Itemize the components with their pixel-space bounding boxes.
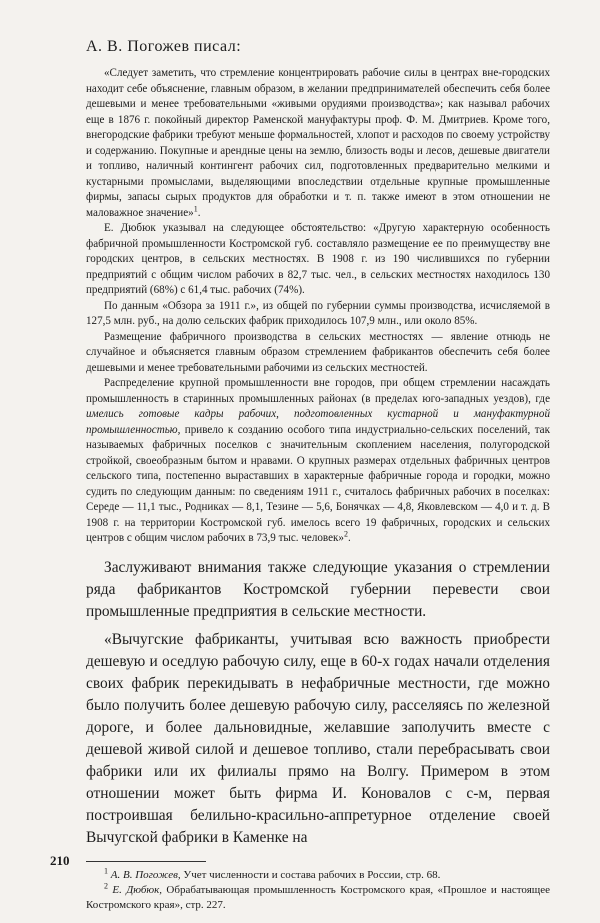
- para-raspredelenie-emphasis: имелись готовые кадры рабочих, подготовленных кустарной и мануфактурной промышленностью,: [86, 408, 550, 436]
- footnote-2-text: Обрабатывающая промышленность Костромского края, «Прошлое и настоящее Костромского края», стр. 227.: [86, 883, 551, 911]
- section-heading: А. В. Погожев писал:: [86, 38, 242, 55]
- para-raspredelenie-start: Распределение крупной промышленности вне городов, при общем стремлении насаждать промышленность в старинных промышленных районах (в пределах юго-западных уездов), где: [86, 377, 550, 405]
- footnote-1-number: 1: [104, 865, 108, 875]
- para-obzor: По данным «Обзора за 1911 г.», из общей по губернии суммы производства, исчисляемой в 127,5 млн. руб., на долю сельских фабрик приходилось 107,9 млн., или около 85%.: [86, 299, 550, 327]
- footnote-ref-1: 1: [193, 203, 198, 213]
- footnote-2: [86, 880, 551, 913]
- para-raspredelenie-end: привело к созданию особого типа индустриально-сельских поселений, так называемых фабричных поселков с значительным скоплением населения, полугородской стройкой, своеобразным бытом и нравами. О крупных размерах отдельных фабричных центров сельского типа, постепенно выраставших в характерные фабричные города и городки, можно судить по следующим данным: по сведениям 1911 г., считалось фабричных рабочих в поселках: Середе — 11,1 тыс., Родниках — 8,1, Тезине — 5,6, Бонячках — 4,8, Яковлевском — 4,0 и т. д. В 1908 г. на территории Костромской губ. имелось всего 19 фабричных, городских и сельских центров с общим числом рабочих в 73,9 тыс. человек»: [86, 423, 550, 544]
- quote-pogozhev: «Следует заметить, что стремление концентрировать рабочие силы в центрах вне-городских находит себе объяснение, главным образом, в желании предпринимателей обеспечить себя более дешевыми и менее требовательными «живыми орудиями производства»; как называл рабочих еще в 1876 г. покойный директор Раменской мануфактуры проф. Ф. М. Дмитриев. Кроме того, внегородские фабрики требуют меньше формальностей, хлопот и расходов по своему устройству и содержанию. Покупные и арендные цены на землю, близость воды и лесов, дешевые двигатели и топливо, наличный контингент рабочих сил, подготовленных предварительно мелкими и кустарными промыслами, выделяющими впоследствии отдельные крупные промышленные фирмы, запасы сырых продуктов для обработки и т. п. также имеют в этом отношении не маловажное значение»$^1$.: [86, 67, 550, 219]
- main-paragraph-1: Заслуживают внимания также следующие указания о стремлении ряда фабрикантов Костромской губернии перевести свои промышленные предприятия в сельские местности.: [86, 558, 550, 620]
- footnote-2-author: Е. Дюбюк,: [112, 883, 163, 896]
- para-raspredelenie: Распределение крупной промышленности вне городов, при общем стремлении насаждать промышленность в старинных промышленных районах (в пределах юго-западных уездов), где имелись готовые кадры рабочих, подготовленных кустарной и мануфактурной промышленностью, привело к созданию особого типа индустриально-сельских поселений, так называемых фабричных поселков с значительным скоплением населения, полугородской стройкой, своеобразным бытом и нравами. О крупных размерах отдельных фабричных центров сельского типа, постепенно выраставших в характерные фабричные города и городки, можно судить по следующим данным: по сведениям 1911 г., считалось фабричных рабочих в поселках: Середе — 11,1 тыс., Родниках — 8,1, Тезине — 5,6, Бонячках — 4,8, Яковлевском — 4,0 и т. д. В 1908 г. на территории Костромской губ. имелось всего 19 фабричных, городских и сельских центров с общим числом рабочих в 73,9 тыс. человек»$^2$.: [86, 377, 550, 544]
- footnote-1: [86, 865, 550, 883]
- page-number: 210: [50, 853, 70, 868]
- main-paragraph-2: «Вычугские фабриканты, учитывая всю важность приобрести дешевую и оседлую рабочую силу, еще в 60-х годах начали отделения своих фабрик перекидывать в нефабричные местности, где можно было получить более дешевую рабочую силу, расселяясь по железной дороге, и более дальновидные, желавшие заполучить вместе с дешевой живой силой и дешевое топливо, стали перебрасывать свои фабрики или их филиалы прямо на Волгу. Примером в этом отношении может быть фирма И. Коновалов с с-м, первая построившая белильно-красильно-аппретурное отделение своей Вычугской фабрики в Каменке на: [86, 630, 550, 846]
- footnote-1-text: Учет численности и состава рабочих в России, стр. 68.: [180, 868, 441, 881]
- footnote-1-author: А. В. Погожев,: [110, 868, 181, 881]
- para-dubyuk: Е. Дюбюк указывал на следующее обстоятельство: «Другую характерную особенность фабричной промышленности Костромской губ. составляло размещение ее по преимуществу вне городских центров, в сельских местностях. В 1908 г. из 190 числившихся по губернии предприятий с общим числом рабочих в 82,7 тыс. чел., в сельских местностях находилось 130 предприятий (68%) с 61,4 тыс. рабочих (74%).: [86, 222, 550, 296]
- para-razmeshchenie: Размещение фабричного производства в сельских местностях — явление отнюдь не случайное и объясняется главным образом стремлением фабрикантов обеспечить себя более дешевыми и менее требовательными рабочими из сельских местностей.: [86, 330, 550, 374]
- footnote-divider: [86, 861, 206, 862]
- footnote-2-number: 2: [104, 880, 108, 890]
- footnote-ref-2: 2: [343, 529, 348, 539]
- quote-pogozhev-text: «Следует заметить, что стремление концентрировать рабочие силы в центрах вне-городских находит себе объяснение, главным образом, в желании предпринимателей обеспечить себя более дешевыми и менее требовательными «живыми орудиями производства»; как называл рабочих еще в 1876 г. покойный директор Раменской мануфактуры проф. Ф. М. Дмитриев. Кроме того, внегородские фабрики требуют меньше формальностей, хлопот и расходов по своему устройству и содержанию. Покупные и арендные цены на землю, близость воды и лесов, дешевые двигатели и топливо, наличный контингент рабочих сил, подготовленных предварительно мелкими и кустарными промыслами, выделяющими впоследствии отдельные крупные промышленные фирмы, запасы сырых продуктов для обработки и т. п. также имеют в этом отношении не маловажное значение»: [86, 67, 550, 219]
